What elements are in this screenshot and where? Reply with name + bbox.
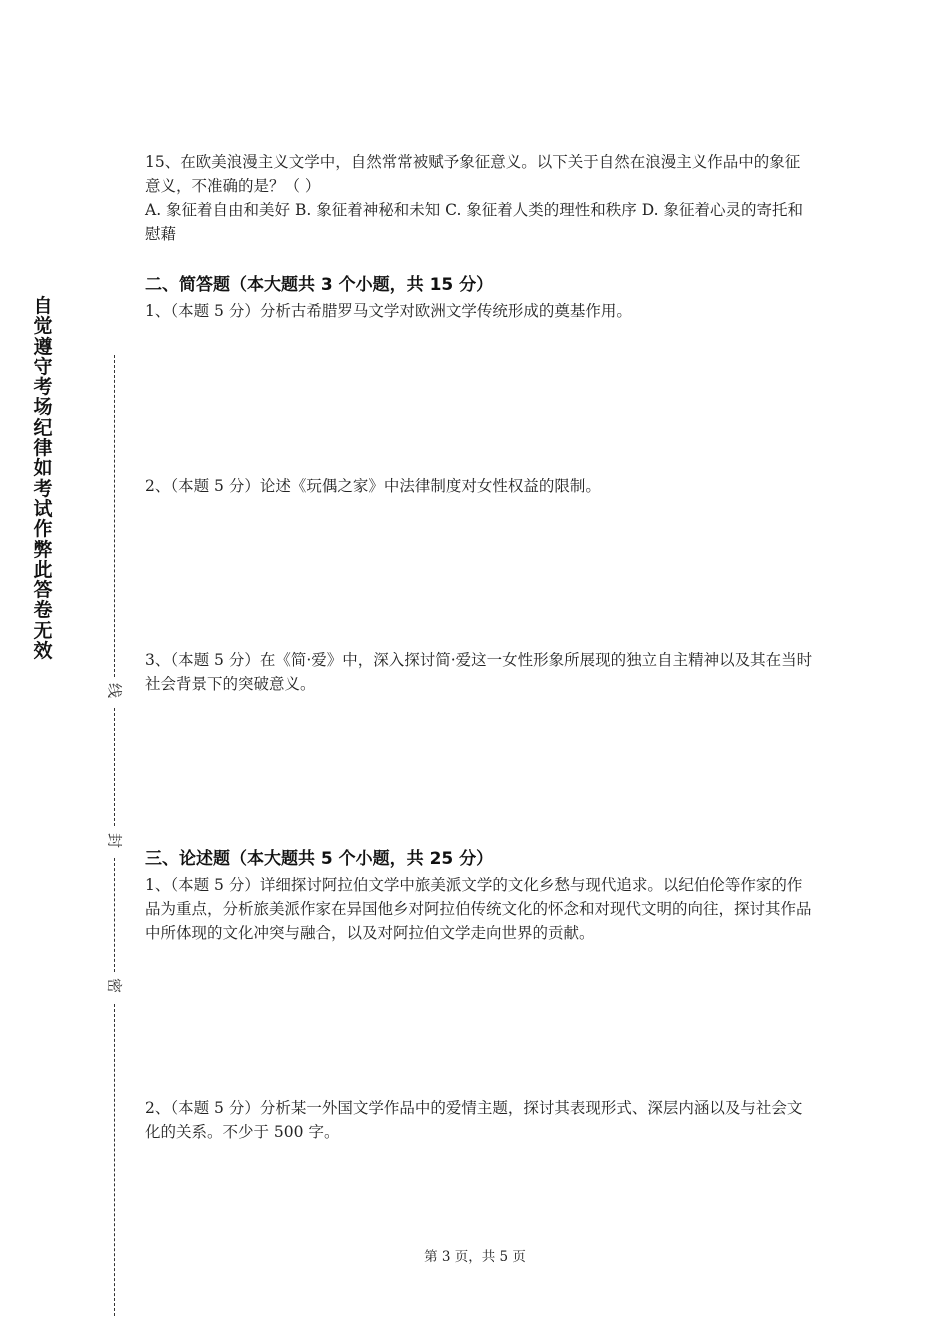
binding-mark-secret: 密 bbox=[105, 977, 124, 993]
section-2-question-2 bbox=[145, 474, 815, 498]
notice-char: 作 bbox=[33, 518, 53, 541]
section-2-title: 二、简答题（本大题共 3 个小题，共 15 分） bbox=[145, 275, 494, 295]
notice-char: 考 bbox=[33, 477, 53, 500]
notice-char: 纪 bbox=[33, 416, 53, 439]
question-text: 2、（本题 5 分）论述《玩偶之家》中法律制度对女性权益的限制。 bbox=[145, 477, 601, 495]
notice-char: 考 bbox=[33, 376, 53, 399]
notice-char: 觉 bbox=[33, 315, 53, 338]
section-3-question-2 bbox=[145, 1096, 815, 1144]
section-3-question-1 bbox=[145, 873, 815, 945]
notice-char: 效 bbox=[33, 640, 53, 663]
binding-line-mid bbox=[114, 708, 115, 826]
notice-char: 无 bbox=[33, 619, 53, 642]
question-15-text: 15、在欧美浪漫主义文学中，自然常常被赋予象征意义。以下关于自然在浪漫主义作品中的象征意义，不准确的是？（ ） bbox=[145, 153, 801, 195]
exam-discipline-notice bbox=[28, 296, 58, 661]
page-number: 第 3 页，共 5 页 bbox=[424, 1249, 526, 1265]
section-2-question-3 bbox=[145, 648, 815, 696]
question-15 bbox=[145, 150, 815, 246]
question-text: 3、（本题 5 分）在《简·爱》中，深入探讨简·爱这一女性形象所展现的独立自主精神以及其在当时社会背景下的突破意义。 bbox=[145, 651, 813, 693]
question-text: 1、（本题 5 分）详细探讨阿拉伯文学中旅美派文学的文化乡愁与现代追求。以纪伯伦等作家的作品为重点，分析旅美派作家在异国他乡对阿拉伯传统文化的怀念和对现代文明的向往，探讨其作品中所体现的文化冲突与融合，以及对阿拉伯文学走向世界的贡献。 bbox=[145, 876, 812, 942]
question-15-options: A. 象征着自由和美好 B. 象征着神秘和未知 C. 象征着人类的理性和秩序 D. 象征着心灵的寄托和慰藉 bbox=[145, 201, 803, 243]
notice-char: 弊 bbox=[33, 538, 53, 561]
question-text: 2、（本题 5 分）分析某一外国文学作品中的爱情主题，探讨其表现形式、深层内涵以及与社会文化的关系。不少于 500 字。 bbox=[145, 1099, 803, 1141]
notice-char: 试 bbox=[33, 497, 53, 520]
binding-mark-line: 线 bbox=[105, 682, 124, 698]
binding-line-bottom bbox=[114, 1004, 115, 1316]
notice-char: 答 bbox=[33, 579, 53, 602]
section-2-question-1 bbox=[145, 299, 815, 323]
binding-line-lower bbox=[114, 858, 115, 972]
question-text: 1、（本题 5 分）分析古希腊罗马文学对欧洲文学传统形成的奠基作用。 bbox=[145, 302, 632, 320]
notice-char: 此 bbox=[33, 558, 53, 581]
notice-char: 场 bbox=[33, 396, 53, 419]
binding-line-top bbox=[114, 355, 115, 677]
notice-char: 律 bbox=[33, 437, 53, 460]
notice-char: 守 bbox=[33, 355, 53, 378]
section-3-title: 三、论述题（本大题共 5 个小题，共 25 分） bbox=[145, 849, 494, 869]
notice-char: 卷 bbox=[33, 599, 53, 622]
binding-mark-seal: 封 bbox=[105, 832, 124, 848]
notice-char: 遵 bbox=[33, 335, 53, 358]
notice-char: 自 bbox=[33, 295, 53, 317]
notice-char: 如 bbox=[33, 457, 53, 480]
